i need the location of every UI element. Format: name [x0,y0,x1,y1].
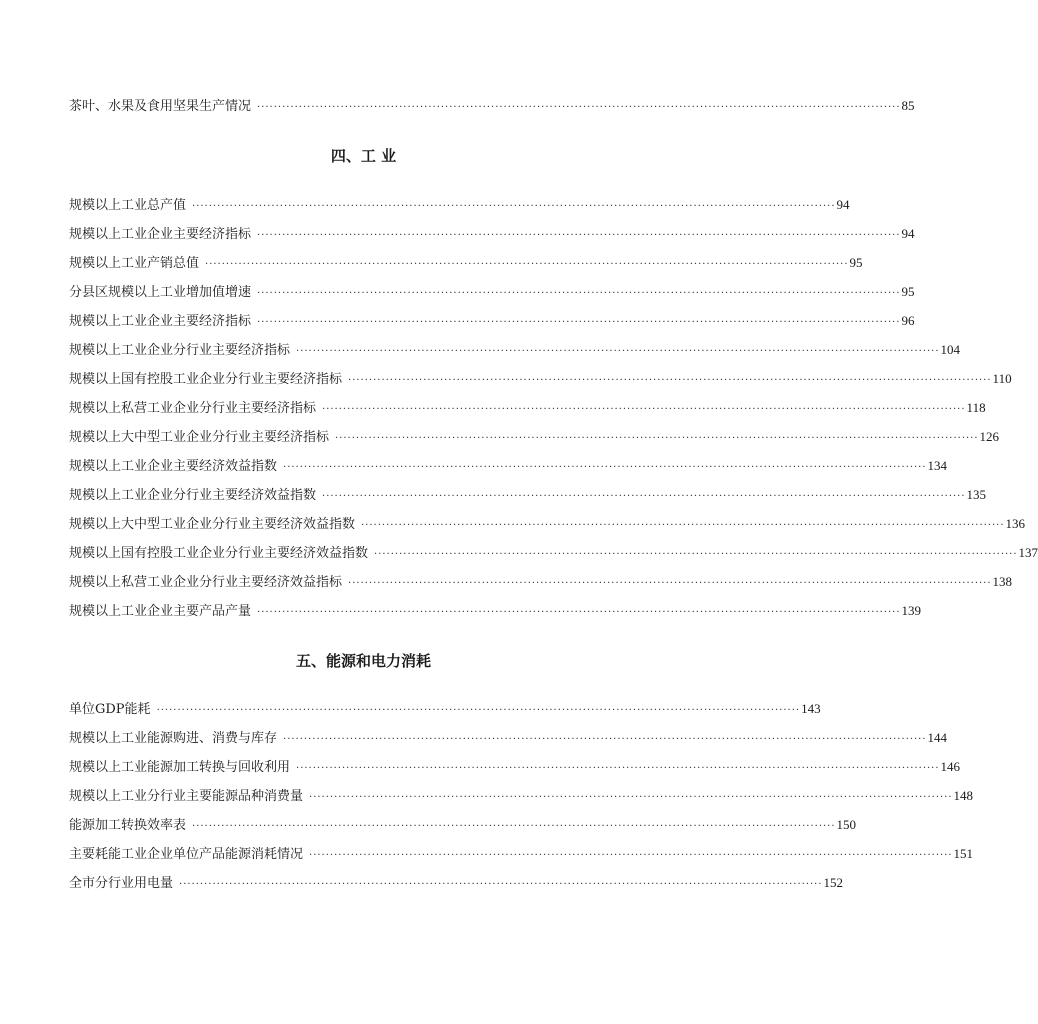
toc-leader: ·························································································································································· [257,288,901,299]
toc-entry[interactable] [69,542,1038,564]
toc-entry-page: 118 [966,400,986,415]
toc-leader: ·························································································································································· [296,346,940,357]
toc-entry-page: 143 [801,701,821,716]
toc-entry[interactable] [69,698,821,720]
toc-leader: ·························································································································································· [257,102,901,113]
toc-entry-title: 主要耗能工业企业单位产品能源消耗情况 [69,847,304,862]
toc-entry-page: 151 [953,846,974,861]
toc-leader: ·························································································································································· [192,201,836,212]
toc-entry[interactable] [69,843,974,865]
toc-leader: ·························································································································································· [283,734,927,745]
section-heading-industry: 四、工 业 [330,147,397,165]
toc-entry[interactable] [69,194,850,216]
toc-entry-page: 139 [901,603,922,618]
toc-entry-title: 规模以上私营工业企业分行业主要经济效益指标 [69,575,343,590]
toc-entry-page: 96 [901,313,915,328]
toc-entry-page: 110 [992,371,1012,386]
toc-entry[interactable] [69,814,857,836]
toc-leader: ·························································································································································· [322,491,966,502]
toc-leader: ·························································································································································· [257,317,901,328]
toc-entry-page: 144 [927,730,948,745]
toc-entry[interactable] [69,600,922,622]
toc-leader: ·························································································································································· [179,879,823,890]
toc-entry-title: 规模以上私营工业企业分行业主要经济指标 [69,401,317,416]
toc-entry[interactable] [69,426,1000,448]
toc-entry-title: 规模以上工业企业分行业主要经济效益指数 [69,488,317,503]
toc-entry-title: 规模以上工业企业分行业主要经济指标 [69,343,291,358]
toc-entry[interactable] [69,455,948,477]
toc-entry-page: 94 [836,197,850,212]
toc-entry-page: 152 [823,875,844,890]
toc-entry-title: 规模以上工业产销总值 [69,256,200,271]
toc-entry-page: 95 [849,255,863,270]
toc-entry-title: 规模以上工业企业主要经济效益指数 [69,459,278,474]
toc-entry-page: 85 [901,98,915,113]
toc-entry-title: 规模以上工业分行业主要能源品种消费量 [69,789,304,804]
toc-entry-title: 规模以上工业企业主要产品产量 [69,604,252,619]
section-heading-energy: 五、能源和电力消耗 [295,652,431,670]
toc-entry-title: 规模以上国有控股工业企业分行业主要经济指标 [69,372,343,387]
toc-leader: ·························································································································································· [296,763,940,774]
toc-entry[interactable] [69,571,1013,593]
toc-entry-page: 126 [979,429,1000,444]
toc-entry[interactable] [69,223,915,245]
toc-entry-title: 分县区规模以上工业增加值增速 [69,285,252,300]
toc-entry[interactable] [69,727,948,749]
toc-entry-page: 134 [927,458,948,473]
toc-leader: ·························································································································································· [309,792,953,803]
toc-entry-page: 148 [953,788,974,803]
toc-entry-title: 规模以上工业能源加工转换与回收利用 [69,760,291,775]
toc-entry-title: 规模以上大中型工业企业分行业主要经济效益指数 [69,517,356,532]
toc-entry[interactable] [69,513,1026,535]
toc-entry-title: 全市分行业用电量 [69,876,174,891]
toc-entry-title: 规模以上工业能源购进、消费与库存 [69,731,278,746]
toc-entry-page: 94 [901,226,915,241]
toc-leader: ·························································································································································· [348,578,992,589]
toc-leader: ·························································································································································· [192,821,836,832]
toc-entry-title: 茶叶、水果及食用坚果生产情况 [69,99,252,114]
toc-leader: ·························································································································································· [257,607,901,618]
toc-entry-page: 150 [836,817,857,832]
toc-entry-page: 95 [901,284,915,299]
toc-entry[interactable] [69,484,987,506]
toc-leader: ·························································································································································· [374,549,1018,560]
toc-entry-page: 137 [1018,545,1038,560]
toc-entry-page: 135 [966,487,987,502]
toc-entry[interactable] [69,872,844,894]
toc-entry[interactable] [69,339,961,361]
toc-entry-page: 136 [1005,516,1026,531]
toc-leader: ·························································································································································· [257,230,901,241]
toc-entry-title: 规模以上国有控股工业企业分行业主要经济效益指数 [69,546,369,561]
toc-entry-page: 104 [940,342,961,357]
toc-entry-title: 规模以上工业总产值 [69,198,187,213]
toc-leader: ·························································································································································· [322,404,966,415]
toc-entry-page: 146 [940,759,961,774]
toc-entry-title: 规模以上大中型工业企业分行业主要经济指标 [69,430,330,445]
toc-entry[interactable] [69,397,986,419]
toc-leader: ·························································································································································· [309,850,953,861]
toc-leader: ·························································································································································· [335,433,979,444]
toc-leader: ·························································································································································· [361,520,1005,531]
toc-leader: ·························································································································································· [348,375,992,386]
toc-entry-title: 能源加工转换效率表 [69,818,187,833]
toc-entry[interactable] [69,756,961,778]
toc-entry[interactable] [69,368,1012,390]
toc-entry[interactable] [69,252,863,274]
toc-leader: ·························································································································································· [156,705,801,716]
toc-entry-title: 规模以上工业企业主要经济指标 [69,227,252,242]
toc-entry[interactable] [69,785,974,807]
toc-leader: ·························································································································································· [283,462,927,473]
toc-entry[interactable] [69,281,915,303]
toc-leader: ·························································································································································· [205,259,849,270]
toc-entry-title: 单位GDP能耗 [69,702,151,717]
toc-entry[interactable] [69,310,915,332]
toc-entry-title: 规模以上工业企业主要经济指标 [69,314,252,329]
toc-entry-page: 138 [992,574,1013,589]
toc-entry[interactable] [69,95,915,117]
